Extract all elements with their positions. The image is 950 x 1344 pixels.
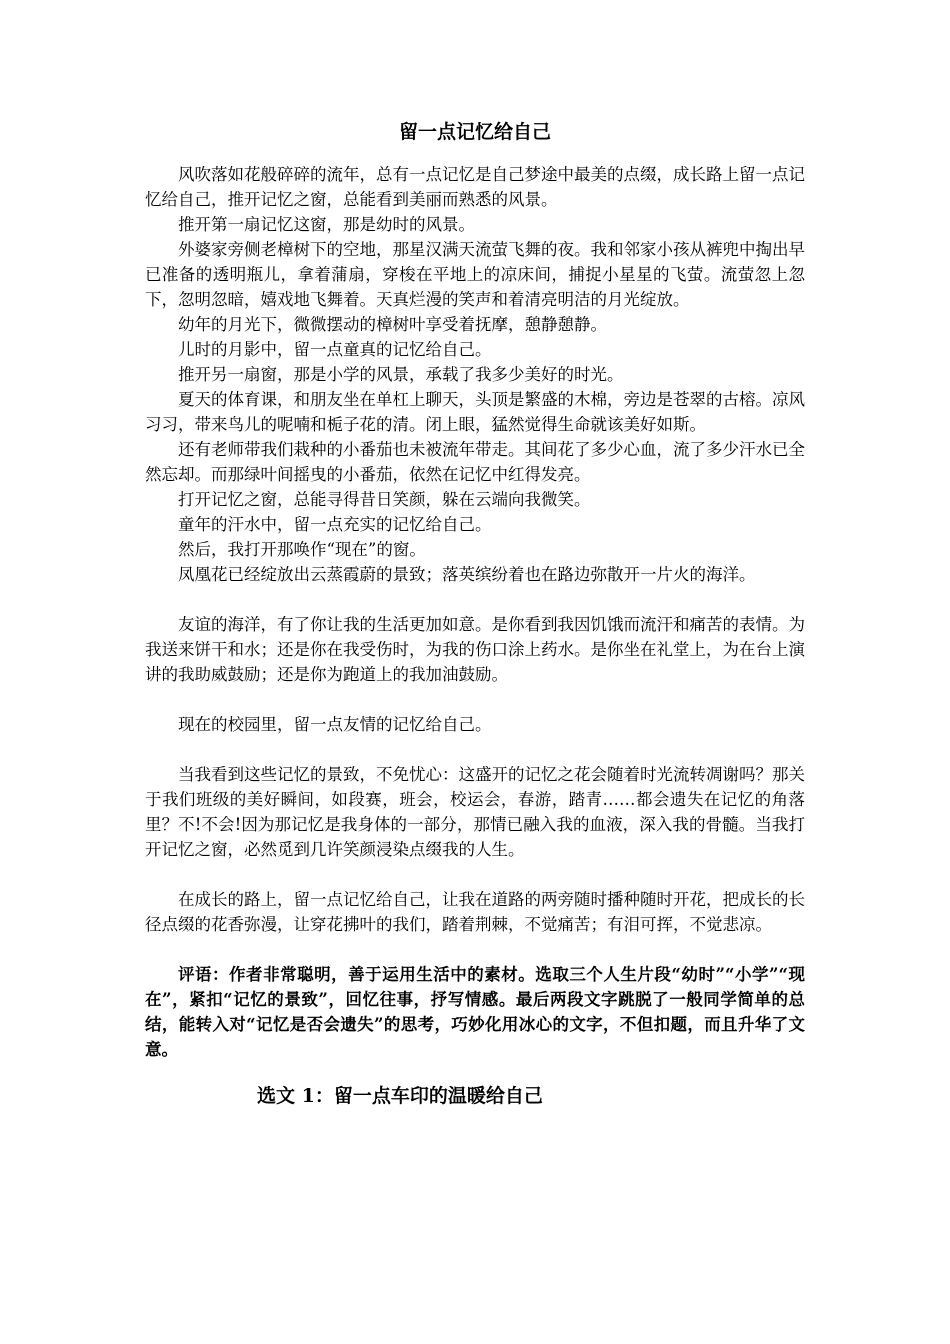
paragraph: 现在的校园里，留一点友情的记忆给自己。 [178, 715, 492, 734]
essay-title: 留一点记忆给自己 [398, 121, 551, 143]
paragraph: 推开另一扇窗，那是小学的风景，承载了我多少美好的时光。 [178, 365, 624, 384]
blank-line [145, 862, 805, 887]
paragraph: 幼年的月光下，微微摆动的樟树叶享受着抚摩，憩静憩静。 [178, 315, 607, 334]
paragraph: 风吹落如花般碎碎的流年，总有一点记忆是自己梦途中最美的点缀，成长路上留一点记忆给自己，推开记忆之窗，总能看到美丽而熟悉的风景。 [145, 165, 805, 209]
paragraph: 推开第一扇记忆这窗，那是幼时的风景。 [178, 215, 475, 234]
blank-line [145, 937, 805, 962]
blank-line [145, 737, 805, 762]
paragraph: 然后，我打开那唤作“现在”的窗。 [178, 540, 426, 559]
paragraph: 夏天的体育课，和朋友坐在单杠上聊天，头顶是繁盛的木棉，旁边是苍翠的古榕。凉风习习，带来鸟儿的呢喃和栀子花的清。闭上眼，猛然觉得生命就该美好如斯。 [145, 390, 805, 434]
paragraph: 凤凰花已经绽放出云蒸霞蔚的景致；落英缤纷着也在路边弥散开一片火的海洋。 [178, 565, 756, 584]
paragraph: 儿时的月影中，留一点童真的记忆给自己。 [178, 340, 492, 359]
paragraph: 友谊的海洋，有了你让我的生活更加如意。是你看到我因饥饿而流汗和痛苦的表情。为我送来饼干和水；还是你在我受伤时，为我的伤口涂上药水。是你坐在礼堂上，为在台上演讲的我助威鼓励；还是你为跑道上的我加油鼓励。 [145, 615, 805, 684]
paragraph: 在成长的路上，留一点记忆给自己，让我在道路的两旁随时播种随时开花，把成长的长径点缀的花香弥漫，让穿花拂叶的我们，踏着荆棘，不觉痛苦；有泪可挥，不觉悲凉。 [145, 890, 805, 934]
paragraph: 童年的汗水中，留一点充实的记忆给自己。 [178, 515, 492, 534]
blank-line [145, 587, 805, 612]
paragraph: 当我看到这些记忆的景致，不免忧心：这盛开的记忆之花会随着时光流转凋谢吗？那关于我们班级的美好瞬间，如段赛，班会，校运会，春游，踏青……都会遗失在记忆的角落里？不!不会!因为那记忆是我身体的一部分，那情已融入我的血液，深入我的骨髓。当我打开记忆之窗，必然觅到几许笑颜浸染点缀我的人生。 [145, 765, 805, 859]
blank-line [145, 687, 805, 712]
teacher-comment: 评语：作者非常聪明，善于运用生活中的素材。选取三个人生片段“幼时”“小学”“现在”，紧扣“记忆的景致”，回忆往事，抒写情感。最后两段文字跳脱了一般同学简单的总结，能转入对“记忆是否会遗失”的思考，巧妙化用冰心的文字，不但扣题，而且升华了文意。 [145, 965, 805, 1059]
paragraph: 打开记忆之窗，总能寻得昔日笑颜，躲在云端向我微笑。 [178, 490, 591, 509]
next-essay-title: 选文 1：留一点车印的温暖给自己 [257, 1085, 543, 1107]
paragraph: 外婆家旁侧老樟树下的空地，那星汉满天流萤飞舞的夜。我和邻家小孩从裤兜中掏出早已准备的透明瓶儿，拿着蒲扇，穿梭在平地上的凉床间，捕捉小星星的飞萤。流萤忽上忽下，忽明忽暗，嬉戏地飞舞着。天真烂漫的笑声和着清亮明洁的月光绽放。 [145, 240, 805, 309]
paragraph: 还有老师带我们栽种的小番茄也未被流年带走。其间花了多少心血，流了多少汗水已全然忘却。而那绿叶间摇曳的小番茄，依然在记忆中红得发亮。 [145, 440, 805, 484]
